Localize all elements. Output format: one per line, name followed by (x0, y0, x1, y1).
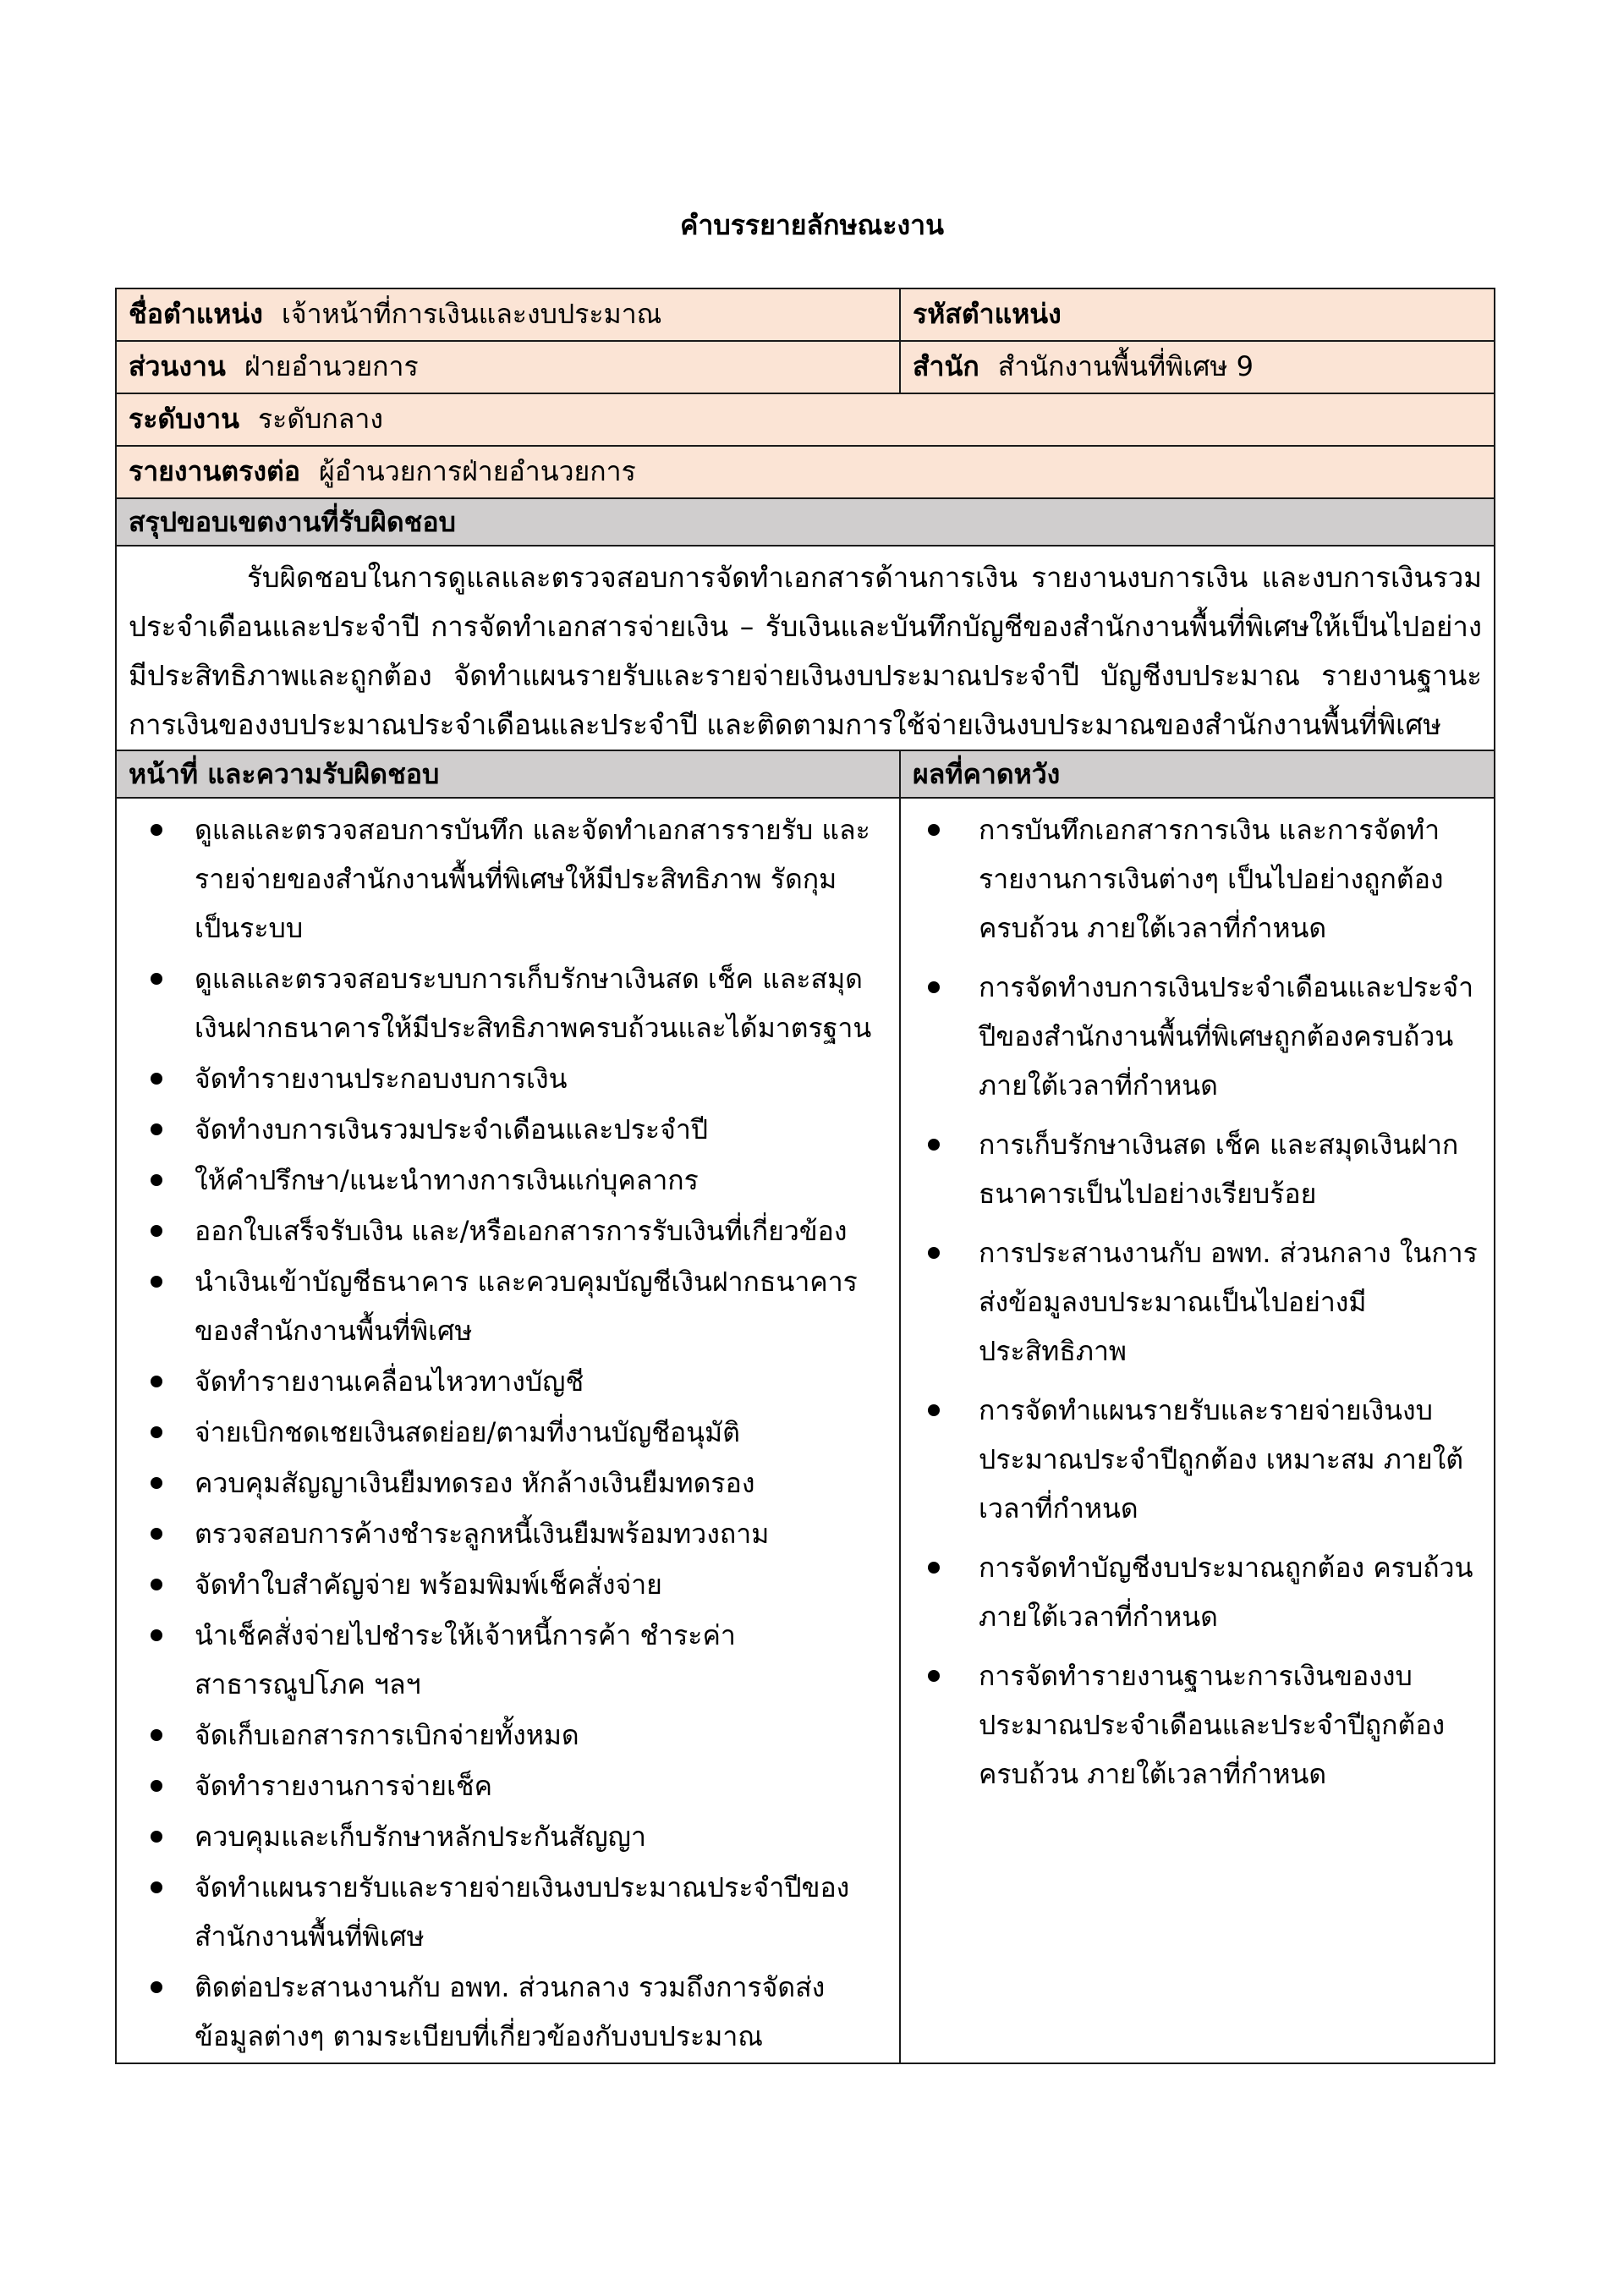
duty-item: ออกใบเสร็จรับเงิน และ/หรือเอกสารการรับเงินที่เกี่ยวข้อง (127, 1206, 889, 1255)
duties-cell (116, 798, 900, 2063)
row-reports-to (116, 446, 1495, 498)
position-code-cell (900, 288, 1495, 341)
division-cell (116, 341, 900, 393)
document-title: คำบรรยายลักษณะงาน (680, 209, 944, 241)
expected-results-heading: ผลที่คาดหวัง (900, 750, 1495, 798)
office-value: สำนักงานพื้นที่พิเศษ 9 (997, 350, 1254, 382)
expected-result-item: การจัดทำรายงานฐานะการเงินของงบประมาณประจำเดือนและประจำปีถูกต้อง ครบถ้วน ภายใต้เวลาที่กำหนด (911, 1651, 1484, 1799)
row-summary-text (116, 546, 1495, 750)
expected-results-list (911, 805, 1484, 1799)
duty-item: ให้คำปรึกษา/แนะนำทางการเงินแก่บุคลากร (127, 1156, 889, 1205)
office-cell (900, 341, 1495, 393)
position-label: ชื่อตำแหน่ง (129, 298, 263, 330)
summary-heading: สรุปขอบเขตงานที่รับผิดชอบ (116, 498, 1495, 546)
level-label: ระดับงาน (129, 403, 239, 435)
duty-item: ดูแลและตรวจสอบระบบการเก็บรักษาเงินสด เช็ค และสมุดเงินฝากธนาคารให้มีประสิทธิภาพครบถ้วนและได้มาตรฐาน (127, 954, 889, 1052)
duties-list (127, 805, 889, 2061)
duty-item: จัดทำรายงานประกอบงบการเงิน (127, 1054, 889, 1103)
position-cell (116, 288, 900, 341)
expected-result-item: การบันทึกเอกสารการเงิน และการจัดทำรายงานการเงินต่างๆ เป็นไปอย่างถูกต้องครบถ้วน ภายใต้เวลาที่กำหนด (911, 805, 1484, 953)
job-description-table (115, 288, 1495, 2064)
duties-heading: หน้าที่ และความรับผิดชอบ (116, 750, 900, 798)
duty-item: ควบคุมสัญญาเงินยืมทดรอง หักล้างเงินยืมทดรอง (127, 1458, 889, 1508)
duty-item: ควบคุมและเก็บรักษาหลักประกันสัญญา (127, 1812, 889, 1861)
expected-results-cell (900, 798, 1495, 2063)
level-value: ระดับกลาง (257, 403, 383, 435)
duty-item: จัดทำรายงานการจ่ายเช็ค (127, 1761, 889, 1810)
division-value: ฝ่ายอำนวยการ (244, 350, 419, 382)
duty-item: ติดต่อประสานงานกับ อพท. ส่วนกลาง รวมถึงการจัดส่งข้อมูลต่างๆ ตามระเบียบที่เกี่ยวข้องกับงบประมาณ (127, 1963, 889, 2061)
expected-result-item: การจัดทำงบการเงินประจำเดือนและประจำปีของสำนักงานพื้นที่พิเศษถูกต้องครบถ้วน ภายใต้เวลาที่กำหนด (911, 963, 1484, 1110)
duty-item: จัดเก็บเอกสารการเบิกจ่ายทั้งหมด (127, 1711, 889, 1760)
duty-item: จ่ายเบิกชดเชยเงินสดย่อย/ตามที่งานบัญชีอนุมัติ (127, 1408, 889, 1457)
duty-item: ตรวจสอบการค้างชำระลูกหนี้เงินยืมพร้อมทวงถาม (127, 1509, 889, 1558)
duty-item: นำเงินเข้าบัญชีธนาคาร และควบคุมบัญชีเงินฝากธนาคารของสำนักงานพื้นที่พิเศษ (127, 1257, 889, 1355)
duty-item: ดูแลและตรวจสอบการบันทึก และจัดทำเอกสารรายรับ และรายจ่ายของสำนักงานพื้นที่พิเศษให้มีประสิทธิภาพ รัดกุม เป็นระบบ (127, 805, 889, 953)
expected-result-item: การเก็บรักษาเงินสด เช็ค และสมุดเงินฝากธนาคารเป็นไปอย่างเรียบร้อย (911, 1120, 1484, 1218)
duty-item: จัดทำแผนรายรับและรายจ่ายเงินงบประมาณประจำปีของสำนักงานพื้นที่พิเศษ (127, 1863, 889, 1961)
duty-item: จัดทำงบการเงินรวมประจำเดือนและประจำปี (127, 1105, 889, 1154)
expected-result-item: การประสานงานกับ อพท. ส่วนกลาง ในการส่งข้อมูลงบประมาณเป็นไปอย่างมีประสิทธิภาพ (911, 1228, 1484, 1376)
row-lists (116, 798, 1495, 2063)
summary-cell (116, 546, 1495, 750)
reports-to-value: ผู้อำนวยการฝ่ายอำนวยการ (318, 455, 636, 487)
reports-to-label: รายงานตรงต่อ (129, 455, 300, 487)
duty-item: จัดทำรายงานเคลื่อนไหวทางบัญชี (127, 1357, 889, 1406)
row-summary-heading (116, 498, 1495, 546)
position-code-label: รหัสตำแหน่ง (913, 298, 1062, 330)
division-label: ส่วนงาน (129, 350, 226, 382)
position-value: เจ้าหน้าที่การเงินและงบประมาณ (281, 298, 662, 330)
row-list-headings (116, 750, 1495, 798)
reports-to-cell (116, 446, 1495, 498)
expected-result-item: การจัดทำบัญชีงบประมาณถูกต้อง ครบถ้วน ภายใต้เวลาที่กำหนด (911, 1543, 1484, 1641)
summary-text: รับผิดชอบในการดูแลและตรวจสอบการจัดทำเอกสารด้านการเงิน รายงานงบการเงิน และงบการเงินรวมประจำเดือนและประจำปี การจัดทำเอกสารจ่ายเงิน – รับเงินและบันทึกบัญชีของสำนักงานพื้นที่พิเศษให้เป็นไปอย่างมีประสิทธิภาพและถูกต้อง จัดทำแผนรายรับและรายจ่ายเงินงบประมาณประจำปี บัญชีงบประมาณ รายงานฐานะการเงินของงบประมาณประจำเดือนและประจำปี และติดตามการใช้จ่ายเงินงบประมาณของสำนักงานพื้นที่พิเศษ (129, 561, 1482, 741)
row-division (116, 341, 1495, 393)
office-label: สำนัก (913, 350, 979, 382)
expected-result-item: การจัดทำแผนรายรับและรายจ่ายเงินงบประมาณประจำปีถูกต้อง เหมาะสม ภายใต้เวลาที่กำหนด (911, 1386, 1484, 1533)
duty-item: จัดทำใบสำคัญจ่าย พร้อมพิมพ์เช็คสั่งจ่าย (127, 1560, 889, 1609)
row-level (116, 393, 1495, 446)
row-position (116, 288, 1495, 341)
duty-item: นำเช็คสั่งจ่ายไปชำระให้เจ้าหนี้การค้า ชำระค่าสาธารณูปโภค ฯลฯ (127, 1611, 889, 1709)
level-cell (116, 393, 1495, 446)
